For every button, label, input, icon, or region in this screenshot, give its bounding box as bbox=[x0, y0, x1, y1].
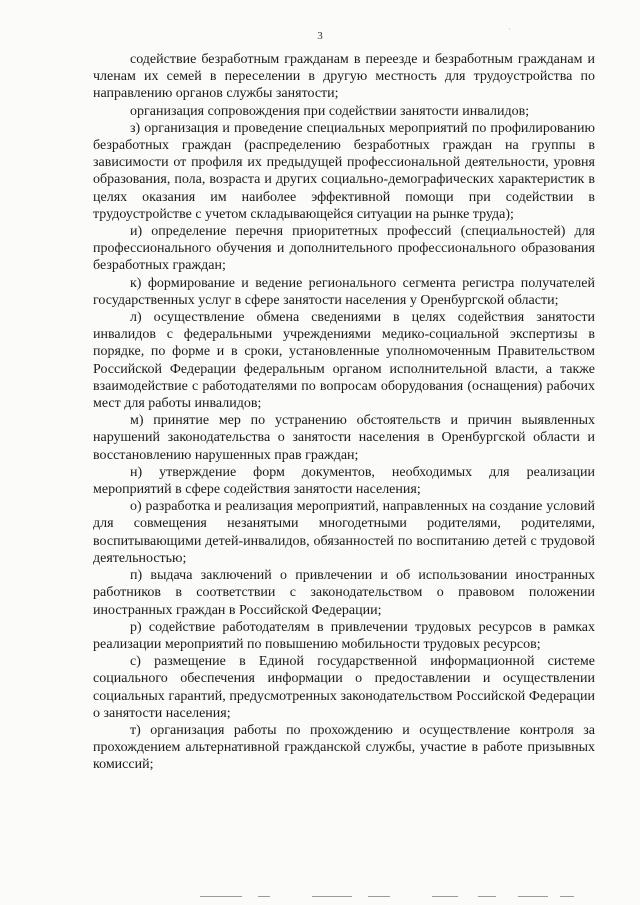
paragraph-relocation: содействие безработным гражданам в переезде и безработным гражданам и членам их семей в переселении в другую местность для трудоустройства по направлению органов службы занятости; bbox=[93, 52, 595, 102]
paragraph-o-parents: о) разработка и реализация мероприятий, направленных на создание условий для совмещения незанятыми многодетными родителями, родителями, воспитывающими детей-инвалидов, обязанностей по воспитанию детей с трудовой деятельностью; bbox=[93, 499, 595, 566]
paragraph-i-priority-professions: и) определение перечня приоритетных профессий (специальностей) для профессионального обучения и дополнительного профессионального образования безработных граждан; bbox=[93, 224, 595, 274]
paragraph-p-foreign-workers: п) выдача заключений о привлечении и об использовании иностранных работников в соответствии с законодательством о правовом положении иностранных граждан в Российской Федерации; bbox=[93, 568, 595, 618]
paragraph-s-information-system: с) размещение в Единой государственной информационной системе социального обеспечения информации о предоставлении и осуществлении социальных гарантий, предусмотренных законодательством Российской Федерации о занятости населения; bbox=[93, 654, 595, 721]
paragraph-z-profiling: з) организация и проведение специальных мероприятий по профилированию безработных граждан (распределению безработных граждан на группы в зависимости от профиля их предыдущей профессиональной деятельности, уровня образования, пола, возраста и других социально-демографических характеристик в целях оказания им наиболее эффективной помощи при содействии в трудоустройстве с учетом складывающейся ситуации на рынке труда); bbox=[93, 120, 595, 222]
paragraph-m-violations: м) принятие мер по устранению обстоятельств и причин выявленных нарушений законодательства о занятости населения в Оренбургской области и восстановлению нарушенных прав граждан; bbox=[93, 413, 595, 463]
paragraph-r-labor-mobility: р) содействие работодателям в привлечении трудовых ресурсов в рамках реализации мероприятий по повышению мобильности трудовых ресурсов; bbox=[93, 619, 595, 652]
paragraph-l-information-exchange: л) осуществление обмена сведениями в целях содействия занятости инвалидов с федеральными учреждениями медико-социальной экспертизы в порядке, по форме и в сроки, установленные уполномоченным Правительством Российской Федерации федеральным органом исполнительной власти, а также взаимодействие с работодателями по вопросам оборудования (оснащения) рабочих мест для работы инвалидов; bbox=[93, 310, 595, 412]
scan-edge-marks bbox=[200, 893, 580, 901]
paragraph-k-register: к) формирование и ведение регионального сегмента регистра получателей государственных услуг в сфере занятости населения у Оренбургской области; bbox=[93, 275, 595, 308]
paragraph-disabled-support: организация сопровождения при содействии занятости инвалидов; bbox=[130, 103, 530, 119]
document-body bbox=[93, 51, 595, 774]
scan-artifact-mark: · bbox=[508, 24, 511, 34]
paragraph-t-alternative-service: т) организация работы по прохождению и осуществление контроля за прохождением альтернативной гражданской службы, участие в работе призывных комиссий; bbox=[93, 722, 595, 773]
paragraph-n-document-forms: н) утверждение форм документов, необходимых для реализации мероприятий в сфере содействия занятости населения; bbox=[93, 464, 595, 498]
page-number: 3 bbox=[317, 30, 323, 42]
